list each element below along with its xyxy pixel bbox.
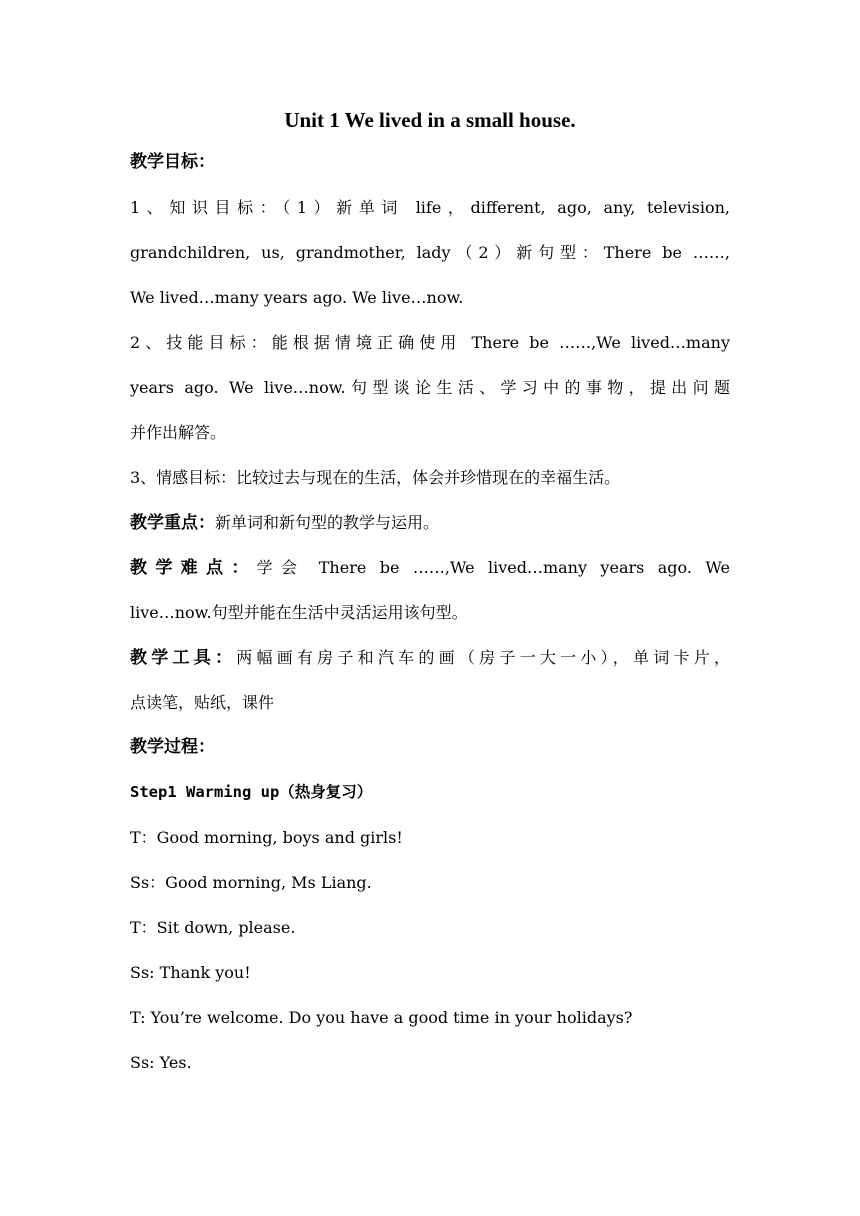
key-points (130, 500, 730, 545)
key-points-label: 教学重点： (130, 513, 215, 533)
document-title: Unit 1 We lived in a small house. (284, 108, 576, 132)
objective-2-line-3: 并作出解答。 (130, 423, 227, 442)
dialogue-line: T：Good morning, boys and girls! (130, 828, 403, 847)
objective-3: 3、情感目标：比较过去与现在的生活，体会并珍惜现在的幸福生活。 (130, 468, 621, 487)
tools-line-2: 点读笔，贴纸，课件 (130, 693, 275, 712)
dialogue-line: Ss: Thank you! (130, 963, 251, 982)
objective-1-line-3: We lived…many years ago. We live…now. (130, 288, 464, 307)
difficulties-line-2: live…now.句型并能在生活中灵活运用该句型。 (130, 603, 468, 622)
objective-1-line-1: 1、知识目标：（1）新单词 life，different, ago, any, television, (130, 198, 730, 217)
objectives-heading: 教学目标： (130, 152, 215, 172)
process-heading: 教学过程： (130, 737, 215, 757)
dialogue-line: T: You’re welcome. Do you have a good time in your holidays? (130, 1008, 633, 1027)
step1-heading: Step1 Warming up（热身复习） (130, 783, 373, 801)
tools-text-1: 两幅画有房子和汽车的画（房子一大一小），单词卡片， (236, 648, 730, 667)
objective-1-line-2: grandchildren, us, grandmother, lady（2）新句型：There be ……, (130, 243, 730, 262)
difficulties-line-1 (130, 545, 730, 590)
difficulties-label: 教学难点： (130, 558, 257, 578)
tools-label: 教学工具： (130, 648, 237, 668)
dialogue-line: Ss：Good morning, Ms Liang. (130, 873, 372, 892)
objective-2-line-2: years ago. We live…now.句型谈论生活、学习中的事物，提出问题 (130, 378, 730, 397)
document-content (130, 100, 730, 1085)
dialogue-line: T：Sit down, please. (130, 918, 296, 937)
difficulties-text-1: 学会 There be ……,We lived…many years ago. We (256, 558, 730, 577)
objective-2-line-1: 2、技能目标：能根据情境正确使用 There be ……,We lived…many (130, 333, 730, 352)
dialogue-line: Ss: Yes. (130, 1053, 192, 1072)
tools-line-1 (130, 635, 730, 680)
key-points-text: 新单词和新句型的教学与运用。 (215, 513, 440, 532)
